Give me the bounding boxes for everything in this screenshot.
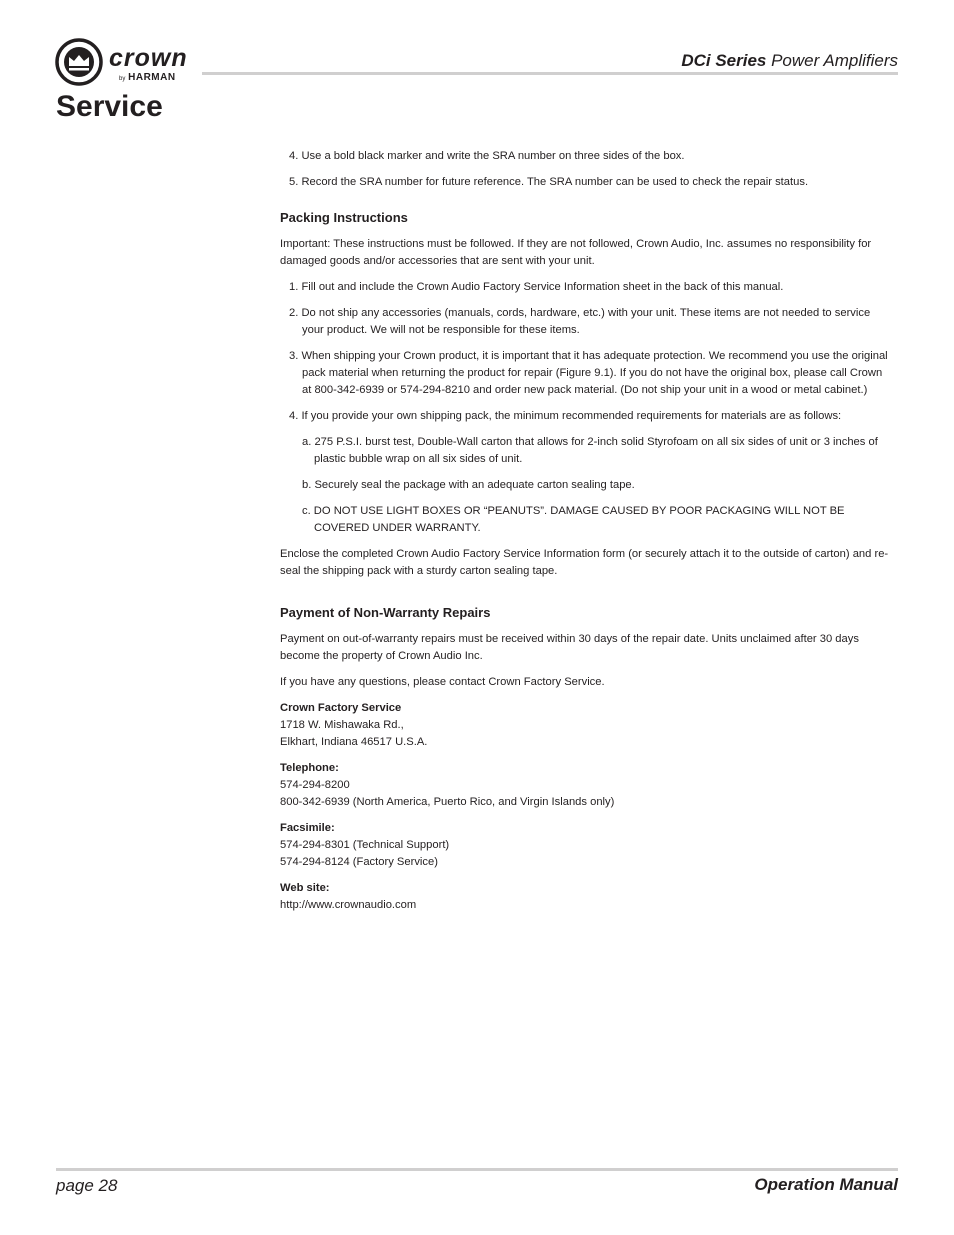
website-block bbox=[280, 880, 892, 914]
brand-parent: HARMAN bbox=[128, 72, 176, 83]
packing-step: 2. Do not ship any accessories (manuals, cords, hardware, etc.) with your unit. These items are not needed to service your product. We will not be responsible for these items. bbox=[289, 307, 871, 336]
service-address bbox=[280, 700, 892, 751]
service-label: Crown Factory Service bbox=[280, 702, 402, 714]
payment-heading: Payment of Non-Warranty Repairs bbox=[280, 605, 491, 620]
fax-number: 574-294-8301 (Technical Support) bbox=[280, 839, 450, 851]
packing-substep: a. 275 P.S.I. burst test, Double-Wall carton that allows for 2-inch solid Styrofoam on all six sides of unit or 3 inches of plastic bubble wrap on all six sides of unit. bbox=[302, 436, 878, 465]
brand-wordmark: crown bbox=[109, 44, 188, 72]
crown-logo bbox=[55, 38, 205, 88]
address-line: 1718 W. Mishawaka Rd., bbox=[280, 719, 404, 731]
payment-questions: If you have any questions, please contact Crown Factory Service. bbox=[280, 676, 605, 688]
telephone-number: 800-342-6939 (North America, Puerto Rico, and Virgin Islands only) bbox=[280, 796, 615, 808]
address-line: Elkhart, Indiana 46517 U.S.A. bbox=[280, 736, 428, 748]
payment-text: Payment on out-of-warranty repairs must be received within 30 days of the repair date. Units unclaimed after 30 days become the property of Crown Audio Inc. bbox=[280, 633, 859, 662]
telephone-block bbox=[280, 760, 892, 811]
footer-divider bbox=[56, 1168, 898, 1171]
packing-substep: c. DO NOT USE LIGHT BOXES OR “PEANUTS”. DAMAGE CAUSED BY POOR PACKAGING WILL NOT BE COVERED UNDER WARRANTY. bbox=[302, 505, 845, 534]
telephone-label: Telephone: bbox=[280, 762, 339, 774]
brand-by: by bbox=[119, 76, 126, 82]
packing-closing: Enclose the completed Crown Audio Factory Service Information form (or securely attach it to the outside of carton) and re-seal the shipping pack with a sturdy carton sealing tape. bbox=[280, 548, 889, 577]
facsimile-label: Facsimile: bbox=[280, 822, 335, 834]
website-label: Web site: bbox=[280, 882, 330, 894]
step-item: 5. Record the SRA number for future reference. The SRA number can be used to check the repair status. bbox=[289, 176, 809, 188]
header-title bbox=[681, 51, 898, 71]
fax-number: 574-294-8124 (Factory Service) bbox=[280, 856, 438, 868]
header-product: Power Amplifiers bbox=[771, 51, 898, 70]
facsimile-block bbox=[280, 820, 892, 871]
step-item: 4. Use a bold black marker and write the SRA number on three sides of the box. bbox=[289, 150, 685, 162]
main-content bbox=[280, 148, 892, 923]
packing-step: 1. Fill out and include the Crown Audio Factory Service Information sheet in the back of this manual. bbox=[289, 281, 784, 293]
crown-emblem-icon bbox=[55, 38, 103, 86]
packing-heading: Packing Instructions bbox=[280, 210, 408, 225]
website-url: http://www.crownaudio.com bbox=[280, 899, 417, 911]
header-divider bbox=[202, 72, 898, 75]
footer-manual-title: Operation Manual bbox=[754, 1175, 898, 1194]
packing-step: 4. If you provide your own shipping pack, the minimum recommended requirements for materials are as follows: bbox=[289, 410, 842, 422]
brand-byline bbox=[119, 72, 176, 83]
packing-step: 3. When shipping your Crown product, it is important that it has adequate protection. We recommend you use the original pack material when returning the product for repair (Figure 9.1). If you do not have the original box, please call Crown at 800-342-6939 or 574-294-8210 and order new pack material. (Do not ship your unit in a wood or metal cabinet.) bbox=[289, 350, 888, 396]
packing-intro: Important: These instructions must be followed. If they are not followed, Crown Audio, Inc. assumes no responsibility for damaged goods and/or accessories that are sent with your unit. bbox=[280, 238, 872, 267]
header-series: DCi Series bbox=[681, 51, 767, 70]
packing-substep: b. Securely seal the package with an adequate carton sealing tape. bbox=[302, 479, 635, 491]
telephone-number: 574-294-8200 bbox=[280, 779, 350, 791]
page-number: page 28 bbox=[56, 1176, 118, 1195]
section-title: Service bbox=[56, 90, 163, 123]
